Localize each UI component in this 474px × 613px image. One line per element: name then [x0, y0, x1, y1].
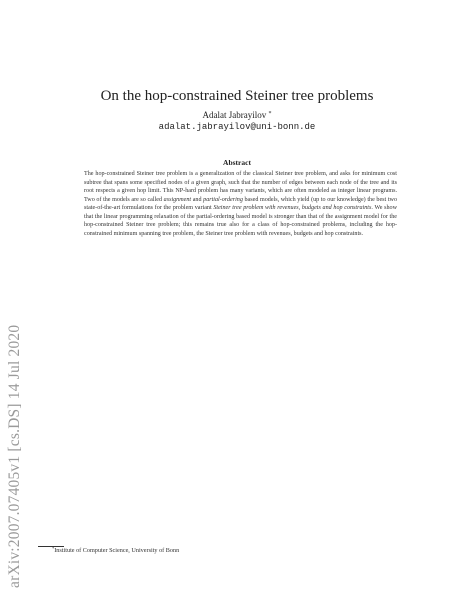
abstract-body [84, 170, 397, 238]
paper-title: On the hop-constrained Steiner tree problems [100, 88, 374, 104]
abstract-text-2: and [191, 196, 204, 203]
abstract-text-1: The hop-constrained Steiner tree problem is a generalization of the classical Steiner tree problem, and asks for minimum cost subtree that spans some specified nodes of a given graph, such that the number of edges between each node of the tree and its root respects a given hop limit. This NP-hard problem has many variants, which are often modeled as integer linear programs. Two of the models are so called [84, 171, 397, 203]
author-email: adalat.jabrayilov@uni-bonn.de [158, 122, 316, 132]
author-line [0, 110, 474, 120]
abstract-emphasis-problem-variant: Steiner tree problem with revenues, budgets and hop constraints [213, 205, 372, 211]
arxiv-margin-identifier: arXiv:2007.07405v1 [cs.DS] 14 Jul 2020 [6, 324, 23, 588]
author-footnote-mark: * [268, 111, 272, 117]
abstract-text-4: . We show that the linear programming relaxation of the partial-ordering based model is stronger than that of the assignment model for the hop-constrained Steiner tree problem; this remains true also for a class of hop-constrained problems, including the hop-constrained minimum spanning tree problem, the Steiner tree problem with revenues, budgets and hop constraints. [84, 205, 397, 237]
abstract-heading: Abstract [223, 158, 251, 167]
author-name: Adalat Jabrayilov [202, 110, 267, 120]
abstract-emphasis-partial-ordering: partial-ordering [203, 196, 243, 203]
footnote-mark: * [52, 546, 55, 551]
footnote-text: Institute of Computer Science, University of Bonn [54, 547, 180, 554]
footnote [52, 546, 179, 554]
abstract-emphasis-assignment: assignment [163, 196, 192, 203]
abstract-text-3: based models, which yield (up to our knowledge) the best two state-of-the-art formulations for the problem variant [84, 196, 397, 211]
